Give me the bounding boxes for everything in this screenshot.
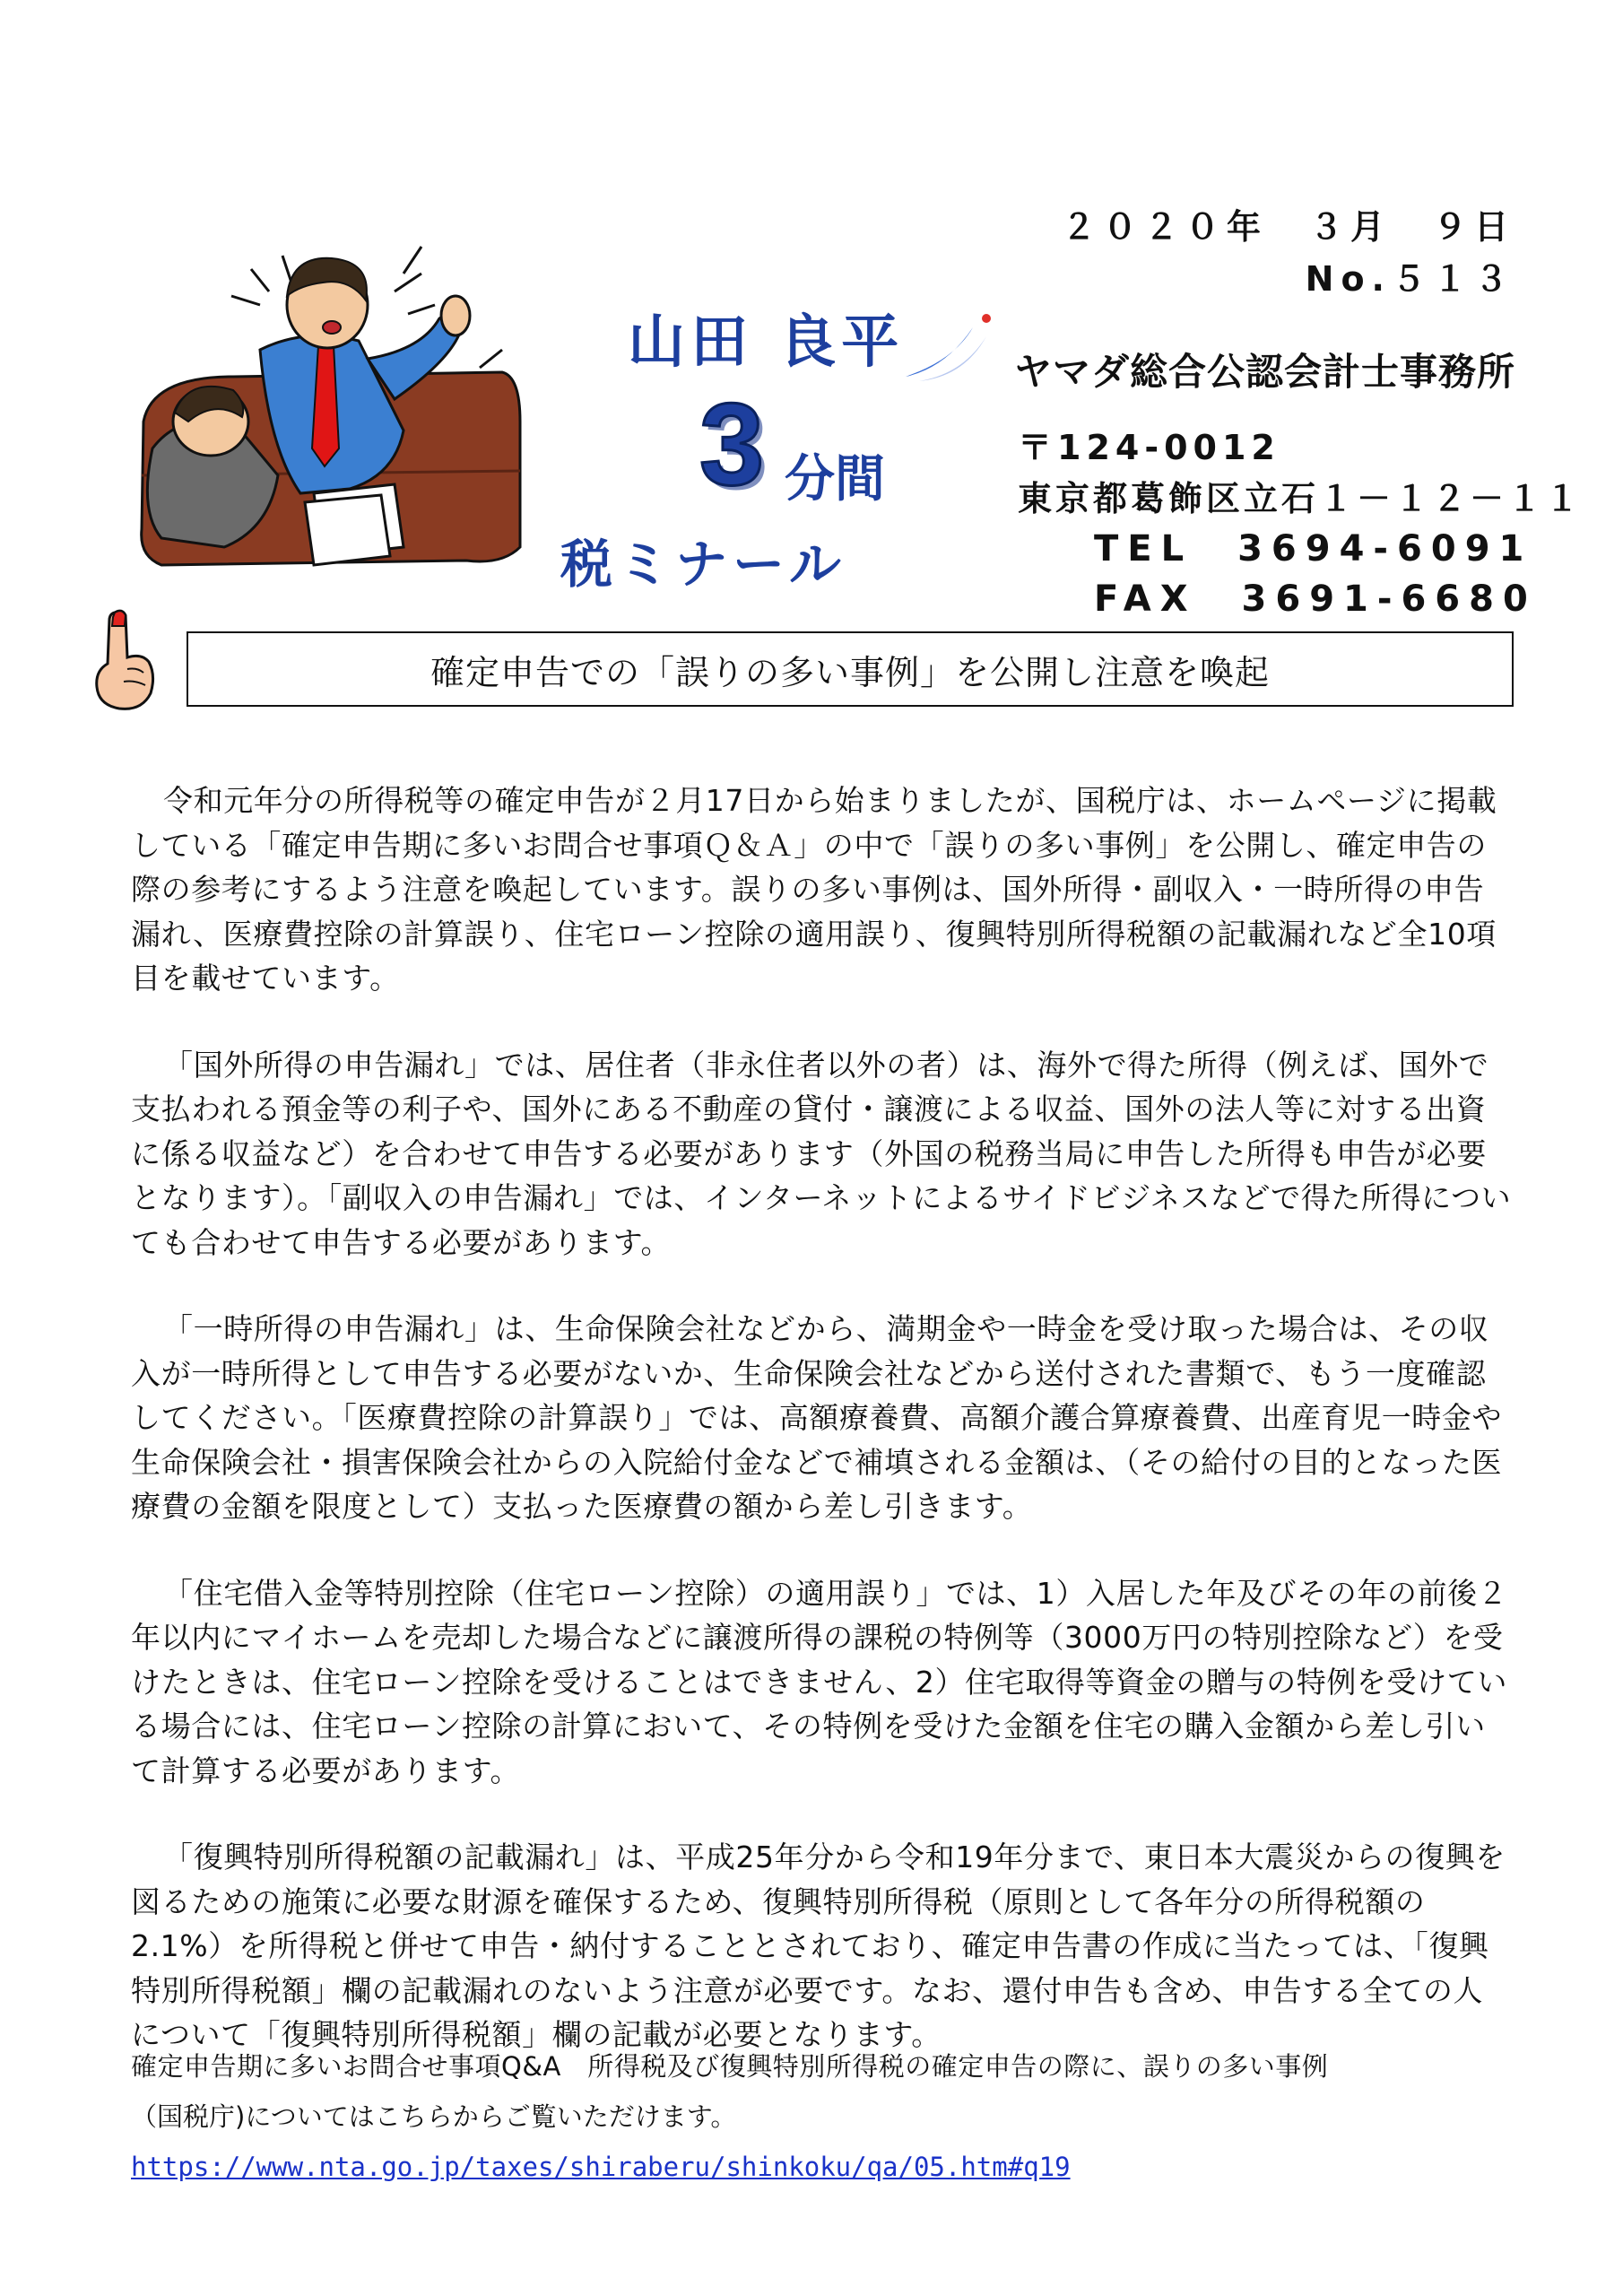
article-body (131, 778, 1512, 2100)
logo-number: 3 (699, 378, 765, 509)
paragraph: 令和元年分の所得税等の確定申告が２月17日から始まりましたが、国税庁は、ホームページに掲載している「確定申告期に多いお問合せ事項Ｑ＆Ａ」の中で「誤りの多い事例」を公開し、確定申告の際の参考にするよう注意を喚起しています。誤りの多い事例は、国外所得・副収入・一時所得の申告漏れ、医療費控除の計算誤り、住宅ローン控除の適用誤り、復興特別所得税額の記載漏れなど全10項目を載せています。 (131, 783, 1497, 996)
paragraph: 「住宅借入金等特別控除（住宅ローン控除）の適用誤り」では、1）入居した年及びその年の前後２年以内にマイホームを売却した場合などに譲渡所得の課税の特例等（3000万円の特別控除など）を受けたときは、住宅ローン控除を受けることはできません、2）住宅取得等資金の贈与の特例を受けている場合には、住宅ローン控除の計算において、その特例を受けた金額を住宅の購入金額から差し引いて計算する必要があります。 (131, 1575, 1508, 1788)
swoosh-icon (901, 305, 1000, 386)
firm-name: ヤマダ総合公認会計士事務所 (1013, 350, 1515, 394)
logo-unit: 分間 (785, 450, 885, 509)
issue-number: No.５１３ (1305, 259, 1515, 299)
telephone: TEL 3694-6091 (1094, 528, 1533, 570)
paragraph: 「復興特別所得税額の記載漏れ」は、平成25年分から令和19年分まで、東日本大震災からの復興を図るための施策に必要な財源を確保するため、復興特別所得税（原則として各年分の所得税額の2.1%）を所得税と併せて申告・納付することとされており、確定申告書の作成に当たっては、「復興特別所得税額」欄の記載漏れのないよう注意が必要です。なお、還付申告も含め、申告する全ての人について「復興特別所得税額」欄の記載が必要となります。 (131, 1839, 1506, 2052)
paragraph: 「一時所得の申告漏れ」は、生命保険会社などから、満期金や一時金を受け取った場合は、その収入が一時所得として申告する必要がないか、生命保険会社などから送付された書類で、もう一度確認してください。「医療費控除の計算誤り」では、高額療養費、高額介護合算療養費、出産育児一時金や生命保険会社・損害保険会社からの入院給付金などで補填される金額は、（その給付の目的となった医療費の金額を限度として）支払った医療費の額から差し引きます。 (131, 1311, 1503, 1524)
issue-date: ２０２０年 ３月 ９日 (1061, 207, 1515, 247)
reference-link[interactable]: https://www.nta.go.jp/taxes/shiraberu/shinkoku/qa/05.htm#q19 (131, 2152, 1071, 2182)
logo-author: 山田 良平 (628, 309, 905, 376)
footer-reference (131, 2041, 1530, 2192)
headline: 確定申告での「誤りの多い事例」を公開し注意を喚起 (430, 652, 1270, 692)
pointing-finger-icon (88, 608, 160, 716)
postal-code: 〒124-0012 (1018, 428, 1280, 467)
address: 東京都葛飾区立石１－１２－１１ (1018, 479, 1584, 518)
footer-line-2: （国税庁)についてはこちらからご覧いただけます。 (131, 2101, 737, 2132)
cartoon-illustration (126, 242, 538, 592)
footer-line-1: 確定申告期に多いお問合せ事項Q&A 所得税及び復興特別所得税の確定申告の際に、誤りの多い事例 (131, 2051, 1329, 2082)
seminar-logo (551, 287, 1018, 595)
paragraph: 「国外所得の申告漏れ」では、居住者（非永住者以外の者）は、海外で得た所得（例えば、国外で支払われる預金等の利子や、国外にある不動産の貸付・譲渡による収益、国外の法人等に対する出資に係る収益など）を合わせて申告する必要があります（外国の税務当局に申告した所得も申告が必要となります）。「副収入の申告漏れ」では、インターネットによるサイドビジネスなどで得た所得についても合わせて申告する必要があります。 (131, 1047, 1512, 1260)
fax: FAX 3691-6680 (1094, 578, 1537, 620)
headline-box (187, 631, 1514, 707)
logo-series-title: 税ミナール (560, 534, 846, 595)
